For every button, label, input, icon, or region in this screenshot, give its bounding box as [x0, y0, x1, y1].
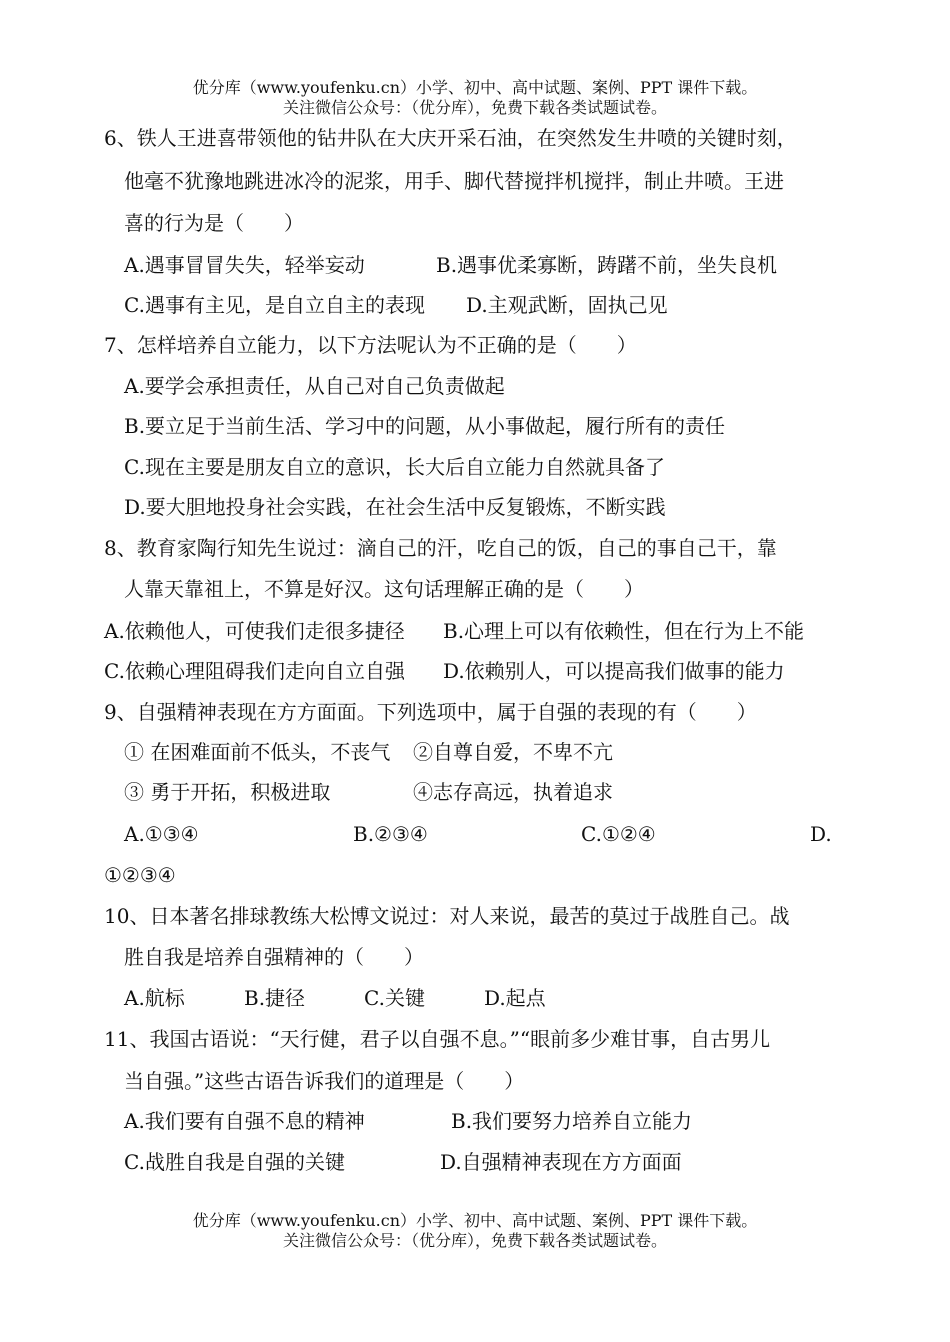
q10-stem-line-1: 10、日本著名排球教练大松博文说过：对人来说，最苦的莫过于战胜自己。战 [104, 904, 790, 928]
q11-stem-line-1: 11、我国古语说：“天行健，君子以自强不息。”“眼前多少难甘事，自古男儿 [104, 1027, 771, 1051]
q7-option-d: D.要大胆地投身社会实践，在社会生活中反复锻炼，不断实践 [124, 495, 666, 519]
q8-option-c: C.依赖心理阻碍我们走向自立自强 [104, 659, 405, 683]
q9-option-d-label: D. [810, 822, 832, 846]
q9-option-a: A.①③④ [124, 822, 199, 846]
q6-option-b: B.遇事优柔寡断，踌躇不前，坐失良机 [436, 253, 778, 277]
q11-option-d: D.自强精神表现在方方面面 [440, 1150, 682, 1174]
q7-option-a: A.要学会承担责任，从自己对自己负责做起 [124, 374, 505, 398]
q6-option-a: A.遇事冒冒失失，轻举妄动 [124, 253, 365, 277]
page-footer [0, 1211, 950, 1251]
header-line-1: 优分库（www.youfenku.cn）小学、初中、高中试题、案例、PPT 课件下载。 [192, 78, 758, 97]
q6-stem-line-3: 喜的行为是（ ） [124, 211, 304, 235]
q8-option-b: B.心理上可以有依赖性，但在行为上不能 [443, 619, 805, 643]
q8-stem-line-2: 人靠天靠祖上，不算是好汉。这句话理解正确的是（ ） [124, 577, 644, 601]
q11-option-b: B.我们要努力培养自立能力 [451, 1109, 693, 1133]
header-line-2: 关注微信公众号：（优分库），免费下载各类试题试卷。 [282, 98, 667, 117]
q8-option-a: A.依赖他人，可使我们走很多捷径 [104, 619, 405, 643]
q6-stem-line-1: 6、铁人王进喜带领他的钻井队在大庆开采石油，在突然发生井喷的关键时刻， [104, 126, 797, 150]
q9-item-3: ③ 勇于开拓，积极进取 [124, 780, 331, 804]
q7-stem-line-1: 7、怎样培养自立能力，以下方法呢认为不正确的是（ ） [104, 333, 637, 357]
footer-line-1: 优分库（www.youfenku.cn）小学、初中、高中试题、案例、PPT 课件下载。 [192, 1211, 758, 1230]
q9-item-2: ②自尊自爱，不卑不亢 [413, 740, 613, 764]
q10-option-c: C.关键 [364, 986, 425, 1010]
q9-stem-line-1: 9、自强精神表现在方方面面。下列选项中，属于自强的表现的有（ ） [104, 700, 757, 724]
q10-option-b: B.捷径 [244, 986, 306, 1010]
q10-option-a: A.航标 [124, 986, 185, 1010]
q7-option-c: C.现在主要是朋友自立的意识，长大后自立能力自然就具备了 [124, 455, 665, 479]
q10-stem-line-2: 胜自我是培养自强精神的（ ） [124, 945, 424, 969]
q8-option-d: D.依赖别人，可以提高我们做事的能力 [443, 659, 785, 683]
q10-option-d: D.起点 [484, 986, 546, 1010]
q9-item-4: ④志存高远，执着追求 [413, 780, 613, 804]
q6-stem-line-2: 他毫不犹豫地跳进冰冷的泥浆，用手、脚代替搅拌机搅拌，制止井喷。王进 [124, 169, 784, 193]
q6-option-d: D.主观武断，固执己见 [466, 293, 668, 317]
q9-option-c: C.①②④ [581, 822, 656, 846]
q11-stem-line-2: 当自强。”这些古语告诉我们的道理是（ ） [124, 1069, 525, 1093]
page-header [0, 78, 950, 118]
q7-option-b: B.要立足于当前生活、学习中的问题，从小事做起，履行所有的责任 [124, 414, 726, 438]
q9-option-b: B.②③④ [353, 822, 428, 846]
q11-option-c: C.战胜自我是自强的关键 [124, 1150, 345, 1174]
footer-line-2: 关注微信公众号：（优分库），免费下载各类试题试卷。 [282, 1231, 667, 1250]
q9-item-1: ① 在困难面前不低头，不丧气 [124, 740, 391, 764]
q6-option-c: C.遇事有主见，是自立自主的表现 [124, 293, 425, 317]
q9-option-d-value: ①②③④ [104, 863, 176, 887]
q11-option-a: A.我们要有自强不息的精神 [124, 1109, 365, 1133]
q8-stem-line-1: 8、教育家陶行知先生说过：滴自己的汗，吃自己的饭，自己的事自己干，靠 [104, 536, 777, 560]
